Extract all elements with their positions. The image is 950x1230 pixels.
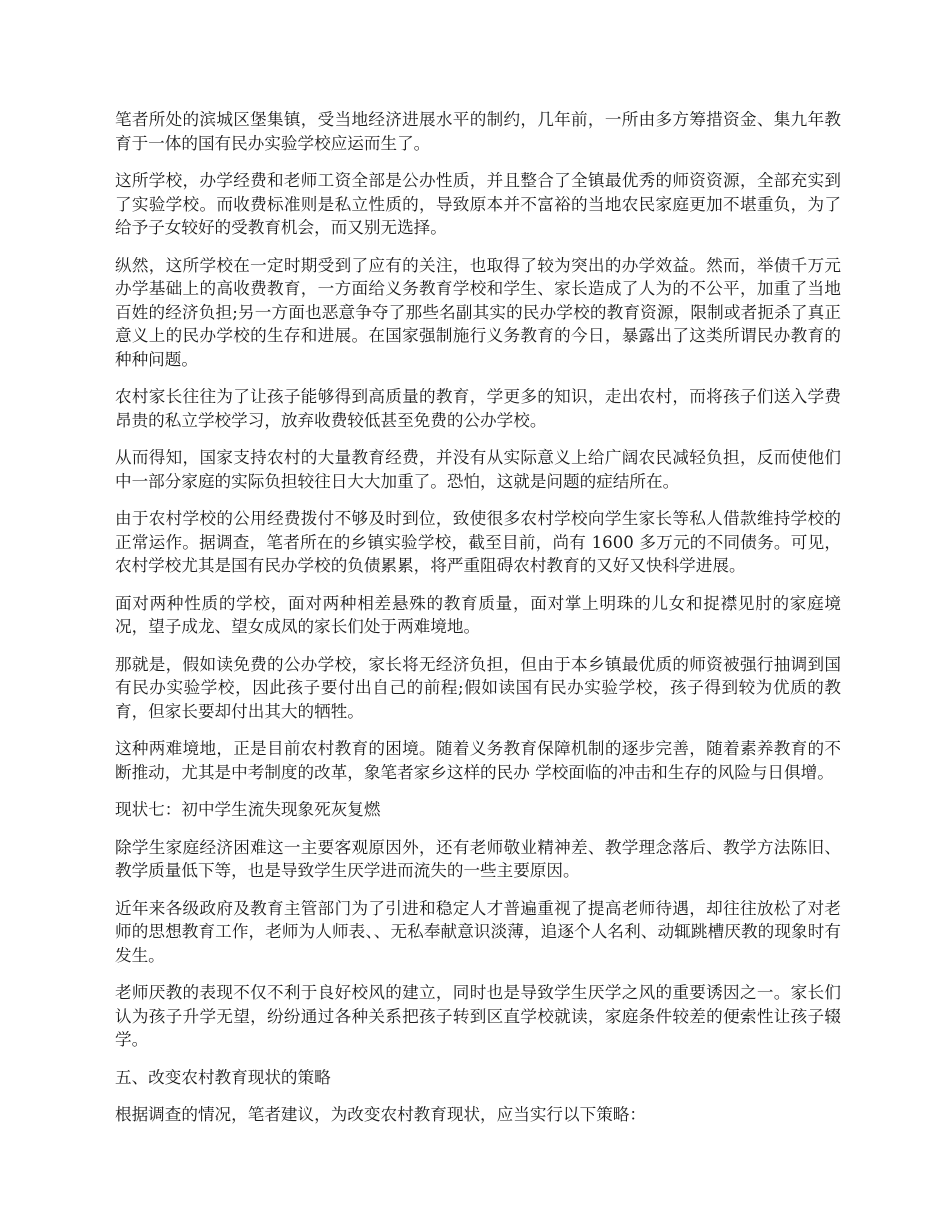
paragraph: 面对两种性质的学校，面对两种相差悬殊的教育质量，面对掌上明珠的儿女和捉襟见肘的家庭境况，望子成龙、望女成凤的家长们处于两难境地。	[115, 593, 841, 636]
paragraph: 近年来各级政府及教育主管部门为了引进和稳定人才普遍重视了提高老师待遇，却往往放松了对老师的思想教育工作，老师为人师表、、无私奉献意识淡薄，追逐个人名利、动辄跳槽厌教的现象时有发生。	[115, 898, 841, 965]
paragraph: 那就是，假如读免费的公办学校，家长将无经济负担，但由于本乡镇最优质的师资被强行抽调到国有民办实验学校，因此孩子要付出自己的前程;假如读国有民办实验学校，孩子得到较为优质的教育，但家长要却付出其大的牺牲。	[115, 654, 841, 721]
paragraph: 从而得知，国家支持农村的大量教育经费，并没有从实际意义上给广阔农民减轻负担，反而使他们中一部分家庭的实际负担较往日大大加重了。恐怕，这就是问题的症结所在。	[115, 448, 841, 491]
section-heading: 现状七：初中学生流失现象死灰复燃	[115, 800, 381, 819]
paragraph: 由于农村学校的公用经费拨付不够及时到位，致使很多农村学校向学生家长等私人借款维持学校的正常运作。据调查，笔者所在的乡镇实验学校，截至目前，尚有 1600 多万元的不同债务。可见，农村学校尤其是国有民办学校的负债累累，将严重阻碍农村教育的又好又快科学进展。	[115, 509, 841, 575]
paragraph: 根据调查的情况，笔者建议，为改变农村教育现状，应当实行以下策略：	[115, 1105, 646, 1124]
paragraph: 除学生家庭经济困难这一主要客观原因外，还有老师敬业精神差、教学理念落后、教学方法陈旧、教学质量低下等，也是导致学生厌学进而流失的一些主要原因。	[115, 837, 841, 880]
document-body	[115, 108, 841, 1141]
paragraph: 纵然，这所学校在一定时期受到了应有的关注，也取得了较为突出的办学效益。然而，举债千万元办学基础上的高收费教育，一方面给义务教育学校和学生、家长造成了人为的不公平，加重了当地百姓的经济负担;另一方面也恶意争夺了那些名副其实的民办学校的教育资源，限制或者扼杀了真正意义上的民办学校的生存和进展。在国家强制施行义务教育的今日，暴露出了这类所谓民办教育的种种问题。	[115, 255, 841, 369]
paragraph: 这所学校，办学经费和老师工资全部是公办性质，并且整合了全镇最优秀的师资资源，全部充实到了实验学校。而收费标准则是私立性质的，导致原本并不富裕的当地农民家庭更加不堪重负，为了给予子女较好的受教育机会，而又别无选择。	[115, 171, 841, 237]
paragraph: 老师厌教的表现不仅不利于良好校风的建立，同时也是导致学生厌学之风的重要诱因之一。家长们认为孩子升学无望，纷纷通过各种关系把孩子转到区直学校就读，家庭条件较差的便索性让孩子辍学。	[115, 983, 841, 1049]
section-heading: 五、改变农村教育现状的策略	[115, 1067, 331, 1087]
paragraph: 笔者所处的滨城区堡集镇，受当地经济进展水平的制约，几年前，一所由多方筹措资金、集九年教育于一体的国有民办实验学校应运而生了。	[115, 110, 841, 153]
paragraph: 这种两难境地，正是目前农村教育的困境。随着义务教育保障机制的逐步完善，随着素养教育的不断推动，尤其是中考制度的改革，象笔者家乡这样的民办 学校面临的冲击和生存的风险与日俱增。	[115, 739, 841, 782]
paragraph: 农村家长往往为了让孩子能够得到高质量的教育，学更多的知识，走出农村，而将孩子们送入学费昂贵的私立学校学习，放弃收费较低甚至免费的公办学校。	[115, 387, 841, 430]
